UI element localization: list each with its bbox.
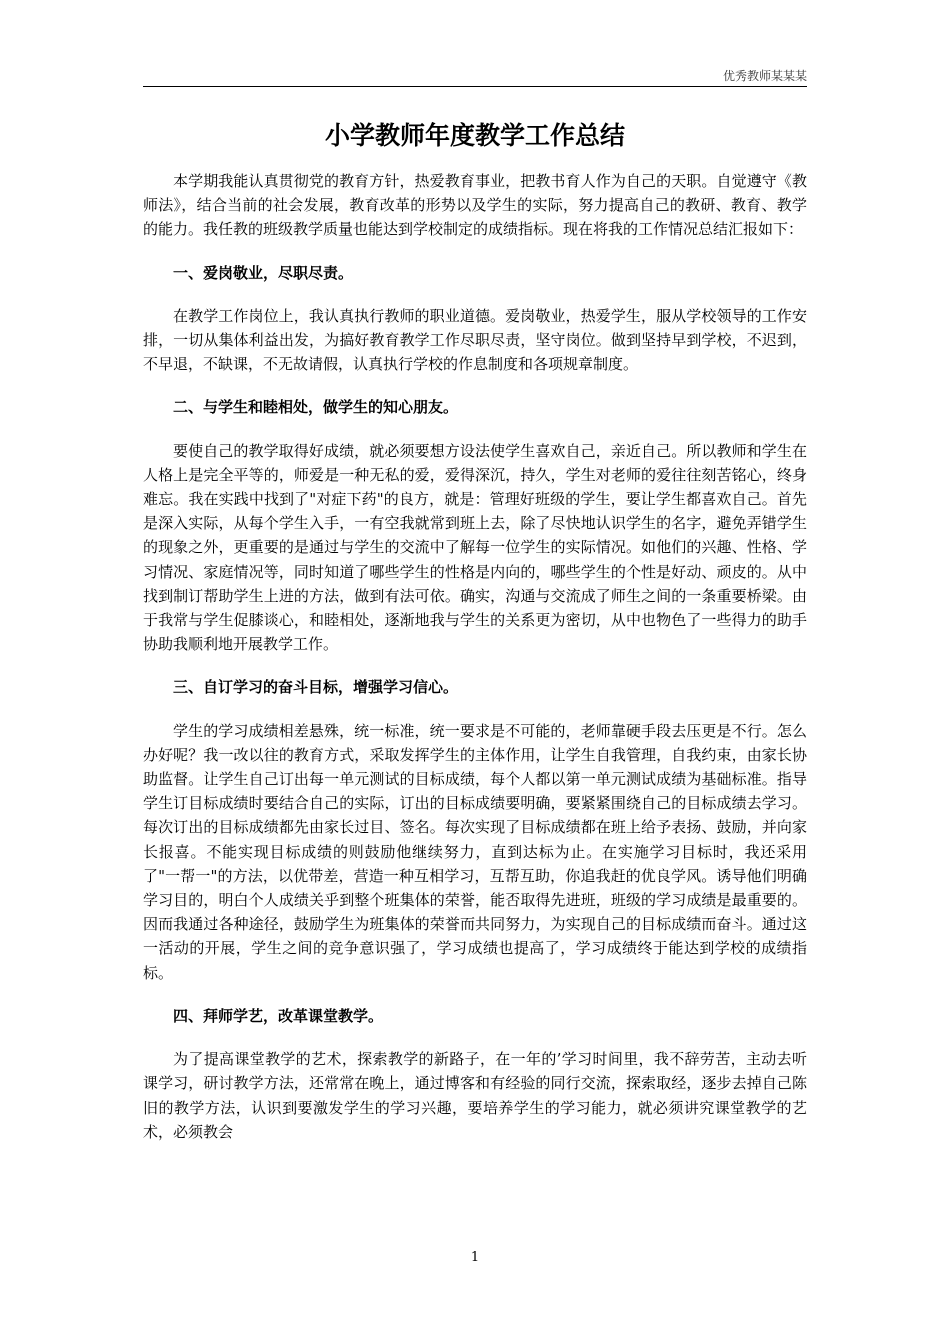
section-heading: 二、与学生和睦相处，做学生的知心朋友。	[173, 398, 459, 417]
intro-paragraph: 本学期我能认真贯彻党的教育方针，热爱教育事业，把教书育人作为自己的天职。自觉遵守《教师法》，结合当前的社会发展，教育改革的形势以及学生的实际，努力提高自己的教研、教育、教学的能力。我任教的班级教学质量也能达到学校制定的成绩指标。现在将我的工作情况总结汇报如下：	[143, 172, 807, 239]
section-paragraph: 为了提高课堂教学的艺术，探索教学的新路子，在一年的’学习时间里，我不辞劳苦，主动去听课学习，研讨教学方法，还常常在晚上，通过博客和有经验的同行交流，探索取经，逐步去掉自己陈旧的教学方法，认识到要激发学生的学习兴趣，要培养学生的学习能力，就必须讲究课堂教学的艺术，必须教会	[143, 1050, 807, 1141]
header-divider	[143, 86, 807, 87]
section-heading: 三、自订学习的奋斗目标，增强学习信心。	[173, 678, 459, 697]
section-heading: 一、爱岗敬业，尽职尽责。	[173, 263, 354, 282]
section-paragraph: 要使自己的教学取得好成绩，就必须要想方设法使学生喜欢自己，亲近自己。所以教师和学生在人格上是完全平等的，师爱是一种无私的爱，爱得深沉，持久，学生对老师的爱往往刻苦铭心，终身难忘。我在实践中找到了"对症下药"的良方，就是：管理好班级的学生，要让学生都喜欢自己。首先是深入实际，从每个学生入手，一有空我就常到班上去，除了尽快地认识学生的名字，避免弄错学生的现象之外，更重要的是通过与学生的交流中了解每一位学生的实际情况。如他们的兴趣、性格、学习情况、家庭情况等，同时知道了哪些学生的性格是内向的，哪些学生的个性是好动、顽皮的。从中找到制订帮助学生上进的方法，做到有法可依。确实，沟通与交流成了师生之间的一条重要桥梁。由于我常与学生促膝谈心，和睦相处，逐渐地我与学生的关系更为密切，从中也物色了一些得力的助手协助我顺利地开展教学工作。	[143, 441, 807, 654]
document-body	[143, 169, 807, 1163]
header-author: 优秀教师某某某	[722, 69, 807, 83]
section-paragraph: 学生的学习成绩相差悬殊，统一标准，统一要求是不可能的，老师靠硬手段去压更是不行。怎么办好呢？我一改以往的教育方式，采取发挥学生的主体作用，让学生自我管理，自我约束，由家长协助监督。让学生自己订出每一单元测试的目标成绩，每个人都以第一单元测试成绩为基础标准。指导学生订目标成绩时要结合自己的实际，订出的目标成绩要明确，要紧紧围绕自己的目标成绩去学习。每次订出的目标成绩都先由家长过目、签名。每次实现了目标成绩都在班上给予表扬、鼓励，并向家长报喜。不能实现目标成绩的则鼓励他继续努力，直到达标为止。在实施学习目标时，我还采用了"一帮一"的方法，以优带差，营造一种互相学习，互帮互助，你追我赶的优良学风。诱导他们明确学习目的，明白个人成绩关乎到整个班集体的荣誉，能否取得先进班，班级的学习成绩是最重要的。因而我通过各种途径，鼓励学生为班集体的荣誉而共同努力，为实现自己的目标成绩而奋斗。通过这一活动的开展，学生之间的竞争意识强了，学习成绩也提高了，学习成绩终于能达到学校的成绩指标。	[143, 721, 807, 982]
page-number: 1	[470, 1250, 480, 1265]
section-paragraph: 在教学工作岗位上，我认真执行教师的职业道德。爱岗敬业，热爱学生，服从学校领导的工作安排，一切从集体利益出发，为搞好教育教学工作尽职尽责，坚守岗位。做到坚持早到学校，不迟到，不早退，不缺课，不无故请假，认真执行学校的作息制度和各项规章制度。	[143, 306, 807, 374]
document-title: 小学教师年度教学工作总结	[324, 121, 625, 150]
section-heading: 四、拜师学艺，改革课堂教学。	[173, 1006, 384, 1025]
